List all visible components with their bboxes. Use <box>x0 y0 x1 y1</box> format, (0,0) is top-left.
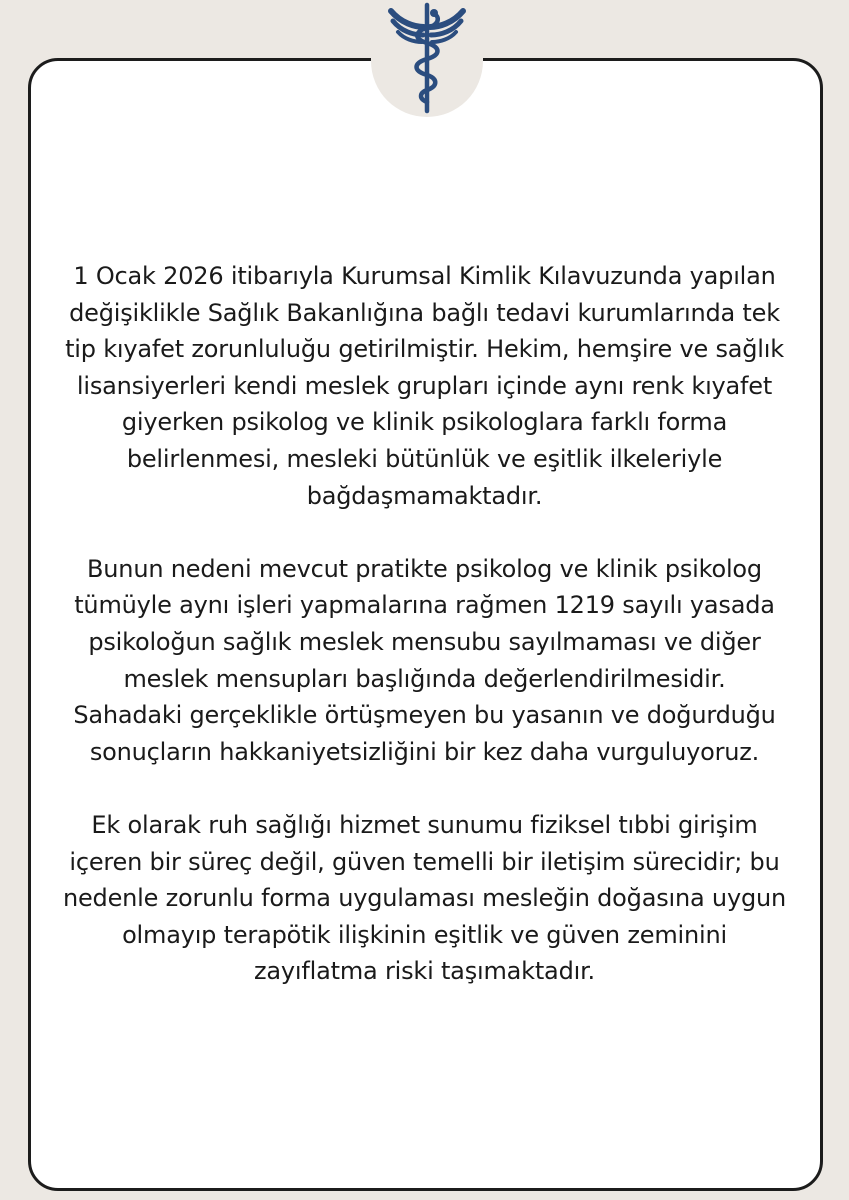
text-line: tümüyle aynı işleri yapmalarına rağmen 1219 sayılı yasada <box>74 591 775 620</box>
text-line: meslek mensupları başlığında değerlendirilmesidir. <box>123 664 726 693</box>
text-line: zayıflatma riski taşımaktadır. <box>254 957 595 986</box>
caduceus-icon <box>371 0 483 117</box>
text-line: 1 Ocak 2026 itibarıyla Kurumsal Kimlik Kılavuzunda yapılan <box>73 262 776 290</box>
text-line: nedenle zorunlu forma uygulaması mesleğin doğasına uygun <box>62 884 786 913</box>
emblem-badge <box>371 0 483 117</box>
text-line: Ek olarak ruh sağlığı hizmet sunumu fiziksel tıbbi girişim <box>91 810 758 839</box>
paragraph-2 <box>30 551 819 771</box>
text-line: giyerken psikolog ve klinik psikologlara farklı forma <box>121 408 728 437</box>
text-line: Sahadaki gerçeklikle örtüşmeyen bu yasanın ve doğurduğu <box>73 701 776 730</box>
text-line: Bunun nedeni mevcut pratikte psikolog ve klinik psikolog <box>87 554 762 583</box>
text-line: belirlenmesi, mesleki bütünlük ve eşitlik ilkeleriyle <box>126 444 723 473</box>
text-line: lisansiyerleri kendi meslek grupları içinde aynı renk kıyafet <box>76 371 773 400</box>
text-line: içeren bir süreç değil, güven temelli bir iletişim sürecidir; bu <box>69 847 780 876</box>
paragraph-1 <box>30 258 819 514</box>
text-line: bağdaşmamaktadır. <box>306 481 543 510</box>
text-line: değişiklikle Sağlık Bakanlığına bağlı tedavi kurumlarında tek <box>69 298 780 327</box>
paragraph-3 <box>30 807 819 990</box>
text-line: olmayıp terapötik ilişkinin eşitlik ve güven zeminini <box>122 920 727 949</box>
text-line: tip kıyafet zorunluluğu getirilmiştir. Hekim, hemşire ve sağlık <box>65 335 784 364</box>
text-line: psikoloğun sağlık meslek mensubu sayılmaması ve diğer <box>88 627 761 656</box>
text-line: sonuçların hakkaniyetsizliğini bir kez daha vurguluyoruz. <box>89 737 760 766</box>
statement-text <box>30 258 819 1026</box>
